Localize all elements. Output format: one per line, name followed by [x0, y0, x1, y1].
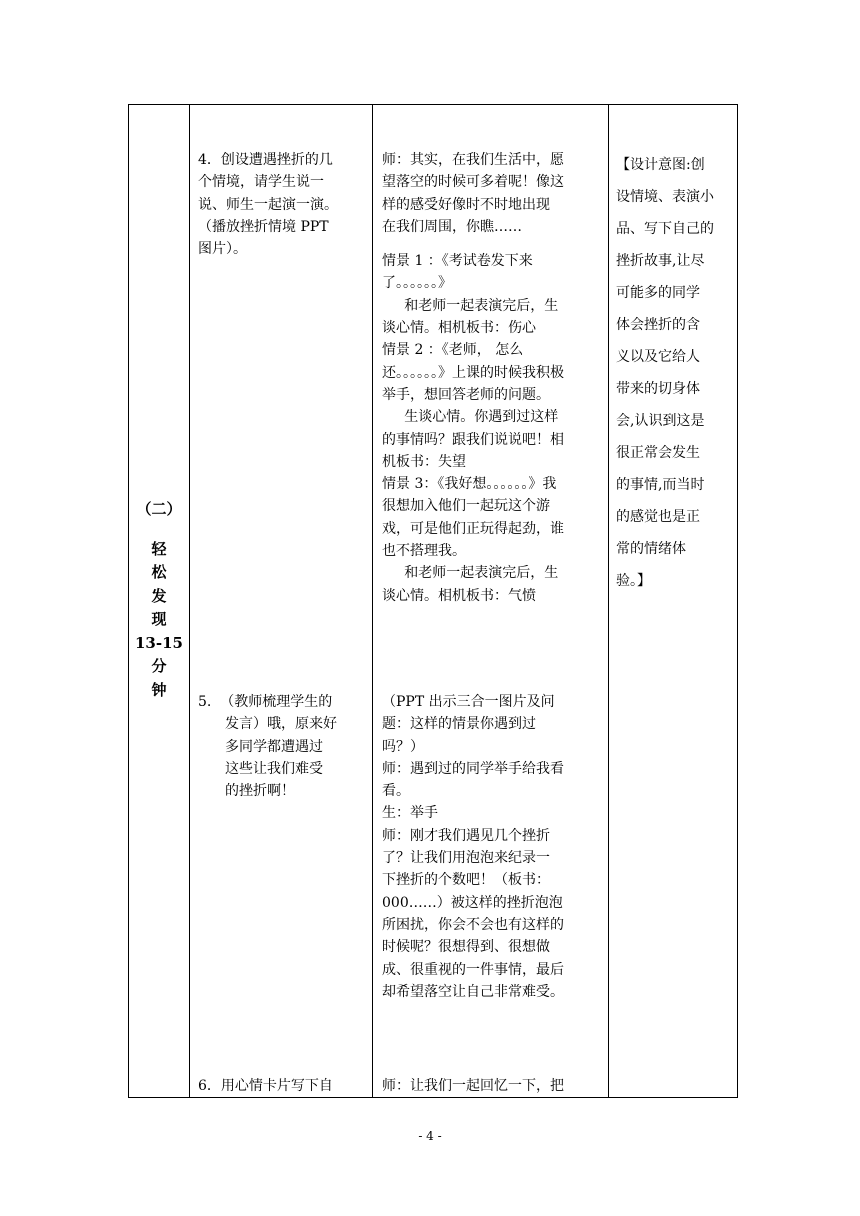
- text-line: [382, 238, 606, 250]
- text-line: 师：其实，在我们生活中，愿: [382, 152, 564, 168]
- text-line: 的事情吗？跟我们说说吧！相: [382, 431, 564, 448]
- column-divider: [608, 105, 609, 1097]
- text-line: 题：这样的情景你遇到过: [382, 716, 536, 733]
- activity-item-5: [198, 691, 370, 802]
- text-line: 情景 2 ：《老师， 怎么: [382, 342, 524, 359]
- text-line: 还。。。。。。》上课的时候我积极: [382, 364, 564, 381]
- text-line: （PPT 出示三合一图片及问: [382, 694, 555, 710]
- text-line: 设情境、表演小: [616, 189, 714, 205]
- text-line: 的事情,而当时: [616, 477, 705, 493]
- text-line: 在我们周围，你瞧……: [382, 218, 522, 235]
- text-line: 谈心情。相机板书：气愤: [382, 587, 536, 604]
- text-line: 看。: [382, 783, 410, 800]
- stage-title-char: 发: [151, 586, 167, 605]
- text-line: 也不搭理我。: [382, 543, 466, 560]
- stage-title-char: 松: [151, 563, 167, 581]
- text-line: 情景 3：《我好想。。。。。。》我: [382, 476, 557, 493]
- text-line: 望落空的时候可多着呢！像这: [382, 174, 564, 191]
- text-line: 师：让我们一起回忆一下，把: [382, 1078, 564, 1094]
- stage-duration-unit: 钟: [151, 680, 167, 699]
- stage-number: （二）: [136, 500, 182, 518]
- text-line: 生：举手: [382, 805, 438, 822]
- column-divider: [189, 105, 190, 1097]
- text-line: 000……）被这样的挫折泡泡: [382, 894, 563, 911]
- text-line: 师：遇到过的同学举手给我看: [382, 760, 564, 777]
- text-line: 可能多的同学: [616, 285, 700, 301]
- text-line: 生谈心情。你遇到过这样: [382, 409, 559, 426]
- text-line: 却希望落空让自己非常难受。: [382, 983, 564, 1000]
- process-block-1: [382, 149, 606, 607]
- design-intent: [616, 149, 736, 597]
- text-line: 说、师生一起演一演。: [198, 196, 338, 213]
- activity-item-6: [198, 1075, 370, 1097]
- text-line: 下挫折的个数吧！（板书：: [382, 872, 550, 889]
- text-line: 的挫折啊！: [225, 783, 295, 800]
- stage-label: [129, 498, 189, 702]
- text-line: 所困扰，你会不会也有这样的: [382, 916, 564, 933]
- text-line: 很正常会发生: [616, 445, 700, 461]
- text-line: 举手，想回答老师的问题。: [382, 386, 550, 403]
- text-line: 情景 1 ：《考试卷发下来: [382, 253, 533, 270]
- text-line: 机板书：失望: [382, 453, 466, 470]
- page-number: - 4 -: [418, 1129, 442, 1143]
- stage-title-char: 现: [151, 610, 167, 628]
- text-line: 品、写下自己的: [616, 221, 714, 237]
- text-line: 和老师一起表演完后，生: [382, 297, 559, 314]
- text-line: 多同学都遭遇过: [225, 738, 323, 755]
- stage-title-char: 轻: [151, 539, 167, 558]
- text-line: 常的情绪体: [616, 541, 686, 557]
- text-line: 很想加入他们一起玩这个游: [382, 498, 550, 515]
- process-block-3: [382, 1075, 606, 1097]
- text-line: 师：刚才我们遇见几个挫折: [382, 827, 550, 844]
- text-line: 体会挫折的含: [616, 317, 700, 333]
- stage-duration: 13-15: [135, 633, 183, 652]
- text-line: 这些让我们难受: [225, 760, 323, 777]
- text-line: 成、很重视的一件事情，最后: [382, 961, 564, 978]
- lesson-plan-table: [128, 104, 738, 1098]
- text-line: 义以及它给人: [616, 349, 700, 365]
- text-line: 【设计意图:创: [616, 157, 705, 173]
- text-line: 6．用心情卡片写下自: [198, 1078, 333, 1094]
- text-line: 验。】: [616, 573, 651, 589]
- text-line: 带来的切身体: [616, 381, 700, 397]
- text-line: 吗？）: [382, 738, 424, 755]
- text-line: 的感觉也是正: [616, 509, 700, 525]
- activity-item-4: [198, 149, 370, 260]
- text-line: 4．创设遭遇挫折的几: [198, 152, 333, 168]
- text-line: 图片）。: [198, 241, 247, 258]
- text-line: 谈心情。相机板书：伤心: [382, 320, 536, 337]
- text-line: 时候呢？很想得到、很想做: [382, 939, 550, 956]
- stage-duration-unit: 分: [151, 657, 167, 675]
- text-line: （播放挫折情境 PPT: [198, 218, 329, 235]
- text-line: 了。。。。。。》: [382, 275, 452, 292]
- text-line: 样的感受好像时不时地出现: [382, 196, 550, 213]
- text-line: 5. （教师梳理学生的: [198, 694, 333, 710]
- text-line: 戏，可是他们正玩得起劲，谁: [382, 520, 564, 537]
- column-divider: [372, 105, 373, 1097]
- text-line: 和老师一起表演完后，生: [382, 565, 559, 582]
- text-line: 了？让我们用泡泡来纪录一: [382, 850, 550, 867]
- text-line: 个情境，请学生说一: [198, 174, 324, 191]
- text-line: 发言）哦，原来好: [225, 716, 337, 733]
- text-line: 挫折故事,让尽: [616, 253, 705, 269]
- text-line: 会,认识到这是: [616, 413, 705, 429]
- process-block-2: [382, 691, 606, 1003]
